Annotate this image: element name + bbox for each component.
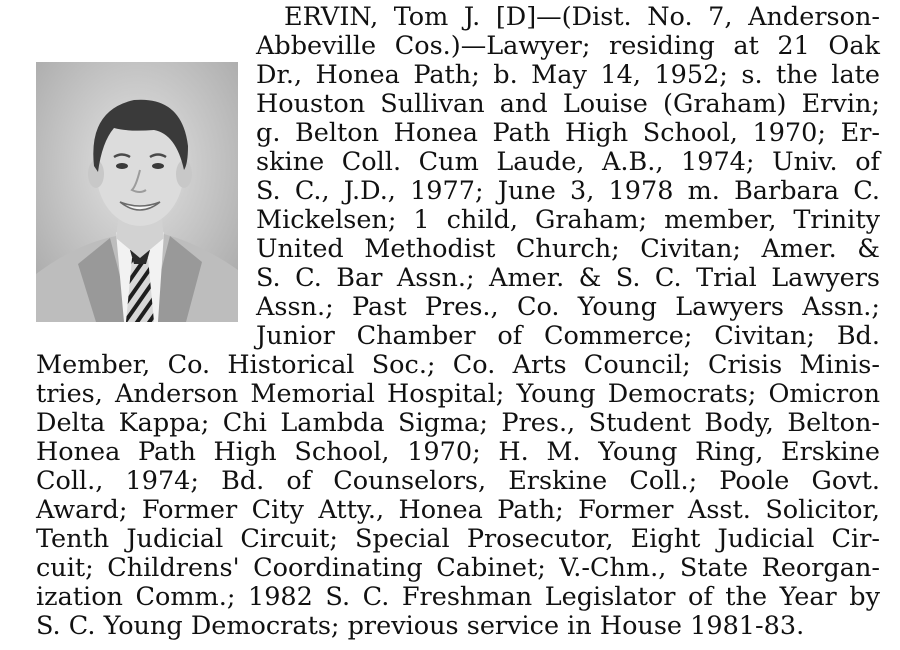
- entry-line-17: Coll., 1974; Bd. of Counselors, Erskine Coll.; Poole Govt.: [36, 466, 880, 496]
- entry-line-20: cuit; Childrens' Coordinating Cabinet; V.-Chm., State Reorgan-: [36, 553, 880, 583]
- entry-line-16: Honea Path High School, 1970; H. M. Young Ring, Erskine: [36, 437, 880, 467]
- portrait-photo: [36, 62, 238, 322]
- entry-line-21: ization Comm.; 1982 S. C. Freshman Legislator of the Year by: [36, 582, 880, 612]
- entry-line-13: Member, Co. Historical Soc.; Co. Arts Council; Crisis Minis-: [36, 350, 880, 380]
- entry-line-10: S. C. Bar Assn.; Amer. & S. C. Trial Lawyers: [256, 263, 880, 293]
- entry-line-2: Abbeville Cos.)—Lawyer; residing at 21 Oak: [256, 31, 880, 61]
- entry-line-22: S. C. Young Democrats; previous service in House 1981-83.: [36, 611, 805, 641]
- entry-line-1: ERVIN, Tom J. [D]—(Dist. No. 7, Anderson-: [284, 2, 880, 32]
- entry-line-19: Tenth Judicial Circuit; Special Prosecutor, Eight Judicial Cir-: [36, 524, 880, 554]
- entry-line-15: Delta Kappa; Chi Lambda Sigma; Pres., Student Body, Belton-: [36, 408, 880, 438]
- entry-line-14: tries, Anderson Memorial Hospital; Young Democrats; Omicron: [36, 379, 880, 409]
- entry-line-8: Mickelsen; 1 child, Graham; member, Trinity: [256, 205, 880, 235]
- entry-line-5: g. Belton Honea Path High School, 1970; Er-: [256, 118, 880, 148]
- portrait-illustration: [36, 62, 238, 322]
- entry-line-18: Award; Former City Atty., Honea Path; Former Asst. Solicitor,: [36, 495, 880, 525]
- entry-line-6: skine Coll. Cum Laude, A.B., 1974; Univ. of: [256, 147, 880, 177]
- entry-line-11: Assn.; Past Pres., Co. Young Lawyers Assn.;: [256, 292, 880, 322]
- entry-line-12: Junior Chamber of Commerce; Civitan; Bd.: [256, 321, 880, 351]
- entry-line-4: Houston Sullivan and Louise (Graham) Ervin;: [256, 89, 880, 119]
- entry-line-7: S. C., J.D., 1977; June 3, 1978 m. Barbara C.: [256, 176, 880, 206]
- entry-line-3: Dr., Honea Path; b. May 14, 1952; s. the late: [256, 60, 880, 90]
- entry-line-9: United Methodist Church; Civitan; Amer. &: [256, 234, 880, 264]
